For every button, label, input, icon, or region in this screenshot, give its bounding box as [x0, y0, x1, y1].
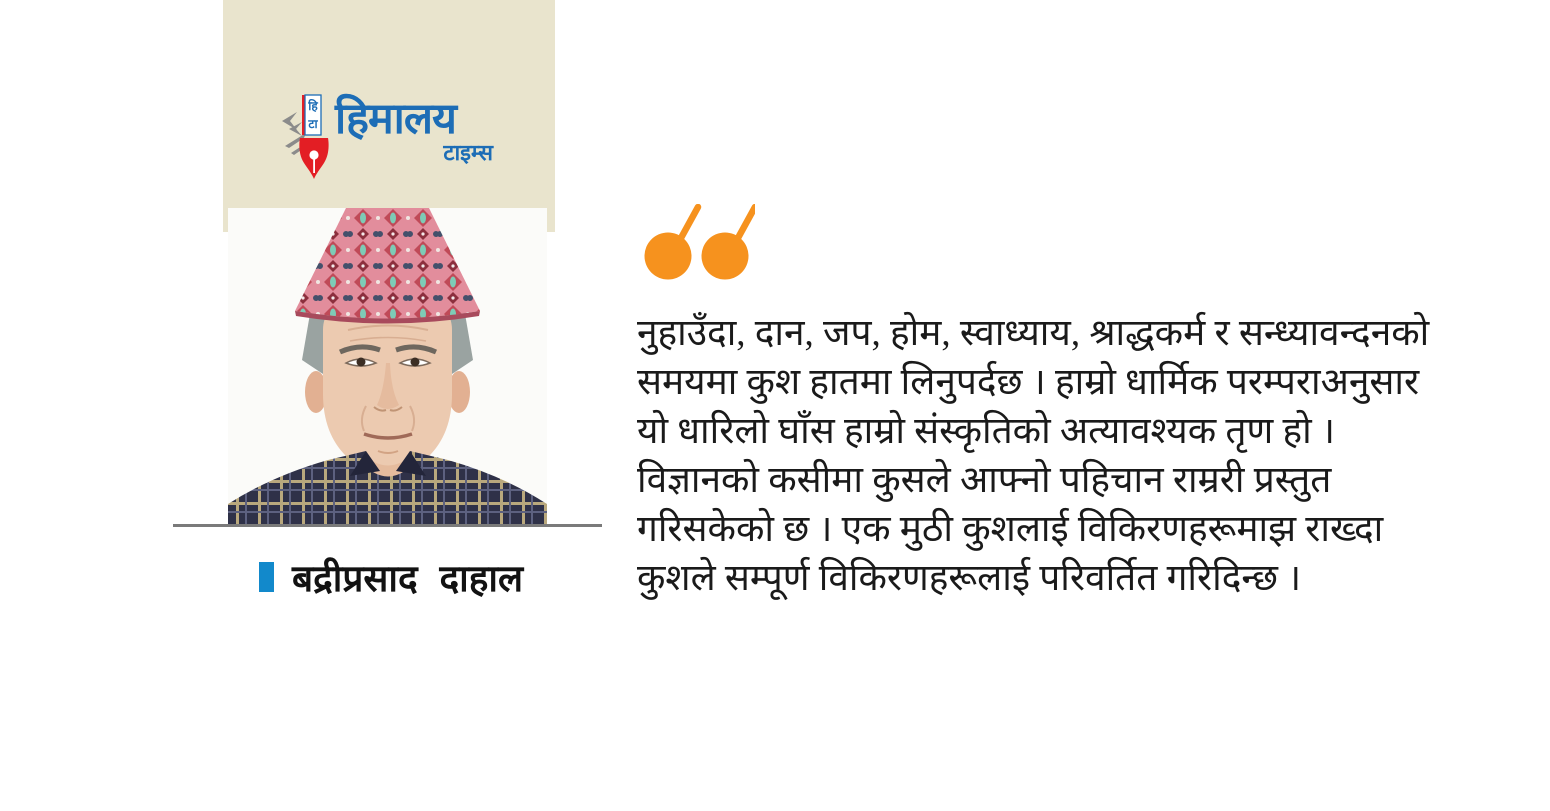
quote-icon	[643, 204, 755, 280]
monogram-bottom-letter: टा	[308, 117, 318, 131]
pen-nib-icon	[281, 94, 343, 180]
bullet-marker	[259, 562, 274, 592]
masthead-text	[335, 94, 493, 166]
quote-line: नुहाउँदा, दान, जप, होम, स्वाध्याय, श्राद्धकर्म र सन्ध्यावन्दनको	[637, 313, 1430, 354]
quote-line: कुशले सम्पूर्ण विकिरणहरूलाई परिवर्तित गरिदिन्छ ।	[637, 558, 1302, 599]
monogram-top-letter: हि	[308, 99, 318, 113]
quote-line: यो धारिलो घाँस हाम्रो संस्कृतिको अत्यावश्यक तृण हो ।	[637, 411, 1335, 452]
monogram-box	[302, 95, 321, 135]
author-photo	[228, 208, 547, 526]
masthead-title: हिमालय	[335, 94, 456, 144]
quote-line: समयमा कुश हातमा लिनुपर्दछ । हाम्रो धार्मिक परम्पराअनुसार	[637, 362, 1420, 403]
masthead-subtitle: टाइम्स	[443, 141, 493, 166]
author-caption	[259, 551, 523, 602]
nib-icon	[299, 138, 328, 179]
portrait-illustration	[228, 208, 547, 526]
photo-divider	[173, 524, 602, 527]
quote-line: विज्ञानको कसीमा कुसले आफ्नो पहिचान राम्ररी प्रस्तुत	[637, 460, 1332, 501]
masthead-logo	[223, 0, 555, 232]
quote-text	[637, 309, 1437, 603]
quote-line: गरिसकेको छ । एक मुठी कुशलाई विकिरणहरूमाझ राख्दा	[637, 509, 1384, 550]
author-name: बद्रीप्रसाद दाहाल	[292, 557, 524, 600]
